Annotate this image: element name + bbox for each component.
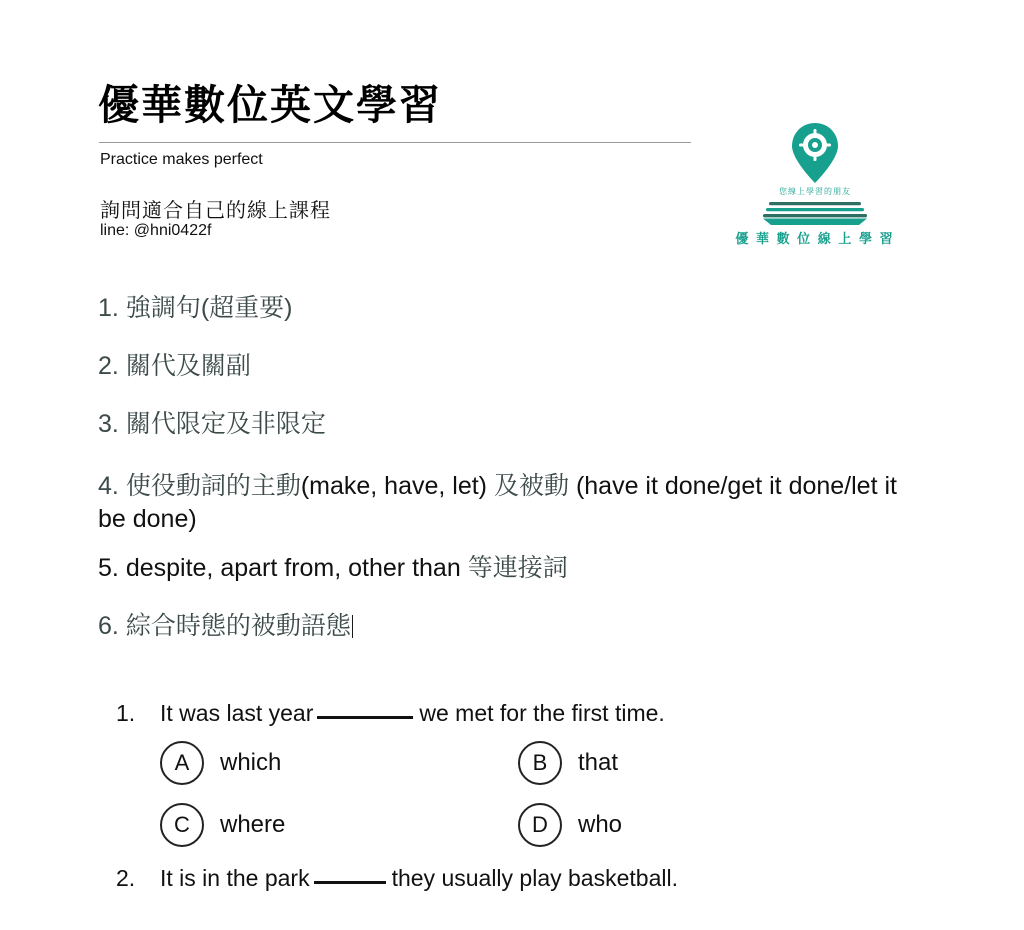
choice-d-bubble[interactable]: D [518, 803, 562, 847]
outline-item-4-number: 4. [98, 472, 119, 500]
question-1-text-after: we met for the first time. [419, 700, 665, 726]
outline-item-6-text: 綜合時態的被動語態 [125, 612, 351, 640]
choice-row-2 [160, 803, 998, 847]
page-title: 優華數位英文學習 [98, 82, 442, 128]
outline-item-4 [98, 470, 928, 536]
outline-item-1 [98, 296, 928, 321]
outline-item-3-number: 3. [98, 410, 119, 438]
outline-item-5 [98, 556, 928, 581]
logo-tagline: 您線上學習的朋友 [779, 187, 851, 196]
choice-b-bubble[interactable]: B [518, 741, 562, 785]
question-1 [98, 700, 998, 727]
outline-item-4-text-cn2: 及被動 [493, 472, 569, 500]
course-outline [98, 296, 928, 672]
outline-item-2-text: 關代及關副 [125, 352, 251, 380]
question-2-number: 2. [116, 865, 136, 891]
title-divider [99, 142, 691, 143]
choice-c[interactable] [160, 803, 518, 847]
choice-a-bubble[interactable]: A [160, 741, 204, 785]
question-2-text [160, 865, 678, 892]
outline-item-4-text-cn: 使役動詞的主動 [125, 472, 301, 500]
outline-item-5-text-en: despite, apart from, other than [125, 554, 461, 582]
brand-logo [735, 122, 895, 250]
choice-d-label: who [578, 811, 623, 838]
outline-item-4-text-en: (make, have, let) [300, 472, 488, 500]
outline-item-5-number: 5. [98, 554, 119, 582]
outline-item-4-text-en2: (have it done/get it done/let it be done) [98, 472, 897, 533]
choice-a-label: which [220, 749, 282, 776]
subtitle-chinese: 詢問適合自己的線上課程 [100, 200, 331, 222]
outline-item-1-text: 強調句(超重要) [125, 294, 293, 322]
outline-item-6-number: 6. [98, 612, 119, 640]
choice-d[interactable] [518, 803, 876, 847]
question-2-text-after: they usually play basketball. [391, 865, 678, 891]
outline-item-2 [98, 354, 928, 379]
question-2-text-before: It is in the park [160, 865, 310, 891]
choice-b[interactable] [518, 741, 876, 785]
outline-item-1-number: 1. [98, 294, 119, 322]
location-pin-icon [790, 122, 840, 184]
outline-item-6 [98, 614, 928, 639]
question-1-choices [160, 741, 998, 847]
choice-c-bubble[interactable]: C [160, 803, 204, 847]
logo-brand-name: 優 華 數 位 線 上 學 習 [735, 231, 895, 246]
outline-item-2-number: 2. [98, 352, 119, 380]
question-1-number: 1. [116, 700, 136, 726]
choice-row-1 [160, 741, 998, 785]
subtitle-english: Practice makes perfect [100, 151, 263, 168]
question-1-text-before: It was last year [160, 700, 314, 726]
question-list [98, 700, 998, 892]
line-contact: line: @hni0422f [100, 222, 212, 239]
outline-item-3 [98, 412, 928, 437]
text-cursor [352, 615, 353, 638]
choice-a[interactable] [160, 741, 518, 785]
question-1-blank[interactable] [317, 716, 413, 719]
question-1-text [160, 700, 665, 727]
book-icon [763, 200, 867, 226]
question-2 [98, 865, 998, 892]
outline-item-5-text-cn: 等連接詞 [467, 554, 568, 582]
question-2-blank[interactable] [314, 881, 386, 884]
choice-b-label: that [578, 749, 619, 776]
choice-c-label: where [220, 811, 286, 838]
outline-item-3-text: 關代限定及非限定 [125, 410, 326, 438]
